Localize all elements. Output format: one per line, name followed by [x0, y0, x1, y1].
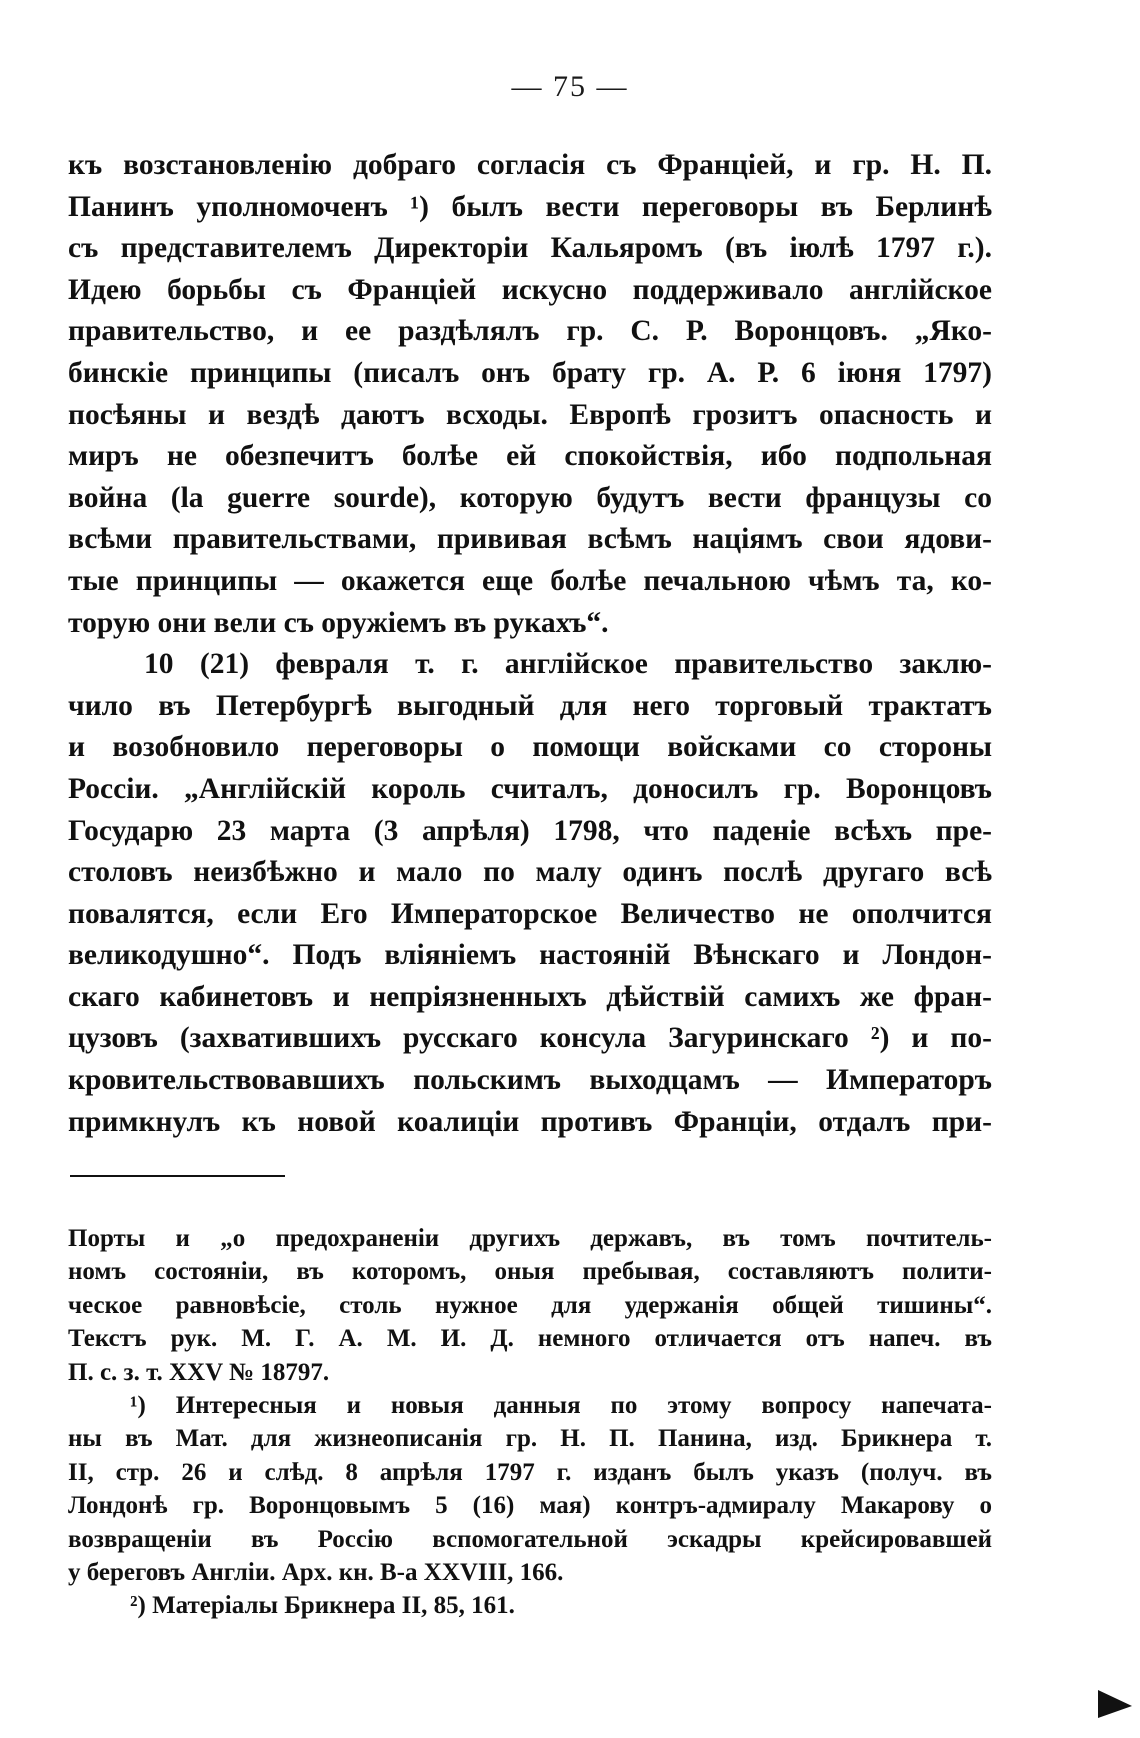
footnote-line: ны въ Мат. для жизнеописанія гр. Н. П. Панина, изд. Брикнера т.: [68, 1425, 992, 1453]
footnote-line: ¹) Интересныя и новыя данныя по этому вопросу напечата-: [130, 1391, 992, 1419]
footnote-line: II, стр. 26 и слѣд. 8 апрѣля 1797 г. изданъ былъ указъ (получ. въ: [68, 1458, 992, 1486]
text-line: правительство, и ее раздѣлялъ гр. С. Р. Воронцовъ. „Яко-: [68, 315, 992, 348]
page-number: — 75 —: [511, 70, 629, 103]
main-text-block: [68, 145, 992, 1143]
footnote-line: П. с. з. т. XXV № 18797.: [68, 1358, 330, 1386]
text-line: скаго кабинетовъ и непріязненныхъ дѣйствій самихъ же фран-: [68, 980, 992, 1013]
footnote-line: возвращеніи въ Россію вспомогательной эскадры крейсировавшей: [68, 1525, 992, 1553]
page-turn-arrow-icon: [1098, 1690, 1132, 1718]
footnote-line: Текстъ рук. М. Г. А. М. И. Д. немного отличается отъ напеч. въ: [68, 1325, 992, 1353]
text-line: посѣяны и вездѣ даютъ всходы. Европѣ грозитъ опасность и: [68, 398, 992, 431]
text-line: съ представителемъ Директоріи Кальяромъ (въ іюлѣ 1797 г.).: [68, 232, 992, 265]
text-line: къ возстановленію добраго согласія съ Франціей, и гр. Н. П.: [68, 149, 992, 181]
text-line: цузовъ (захватившихъ русскаго консула Загуринскаго ²) и по-: [68, 1022, 992, 1055]
footnote-line: у береговъ Англіи. Арх. кн. В-а XXVIII, 166.: [68, 1558, 564, 1586]
text-line: Государю 23 марта (3 апрѣля) 1798, что паденіе всѣхъ пре-: [68, 814, 992, 847]
text-line: торую они вели съ оружіемъ въ рукахъ“.: [68, 606, 609, 639]
text-line: тые принципы — окажется еще болѣе печальною чѣмъ та, ко-: [68, 564, 992, 597]
text-line: повалятся, если Его Императорское Величество не ополчится: [68, 897, 992, 930]
footnote-line: ²) Матеріалы Брикнера II, 85, 161.: [130, 1592, 515, 1620]
text-line: Идею борьбы съ Франціей искусно поддерживало англійское: [68, 273, 992, 306]
text-line: столовъ неизбѣжно и мало по малу одинъ послѣ другаго всѣ: [68, 856, 992, 889]
footnote-line: номъ состояніи, въ которомъ, оныя пребывая, составляютъ полити-: [68, 1258, 992, 1286]
text-line: кровительствовавшихъ польскимъ выходцамъ — Императоръ: [68, 1064, 992, 1097]
text-line: чило въ Петербургѣ выгодный для него торговый трактатъ: [68, 689, 992, 722]
footnotes-block: [68, 1222, 992, 1623]
footnote-divider: [70, 1175, 285, 1177]
footnote-line: Порты и „о предохраненіи другихъ державъ, въ томъ почтитель-: [68, 1225, 992, 1252]
text-line: великодушно“. Подъ вліяніемъ настояній Вѣнскаго и Лондон-: [68, 939, 992, 972]
text-line: война (la guerre sourde), которую будутъ вести французы со: [68, 481, 992, 514]
text-line: примкнулъ къ новой коалиціи противъ Франціи, отдалъ при-: [68, 1105, 992, 1138]
text-line: миръ не обезпечитъ болѣе ей спокойствія, ибо подпольная: [68, 440, 992, 473]
text-line: 10 (21) февраля т. г. англійское правительство заклю-: [144, 648, 992, 681]
text-line: Россіи. „Англійскій король считалъ, доносилъ гр. Воронцовъ: [68, 772, 992, 805]
text-line: Панинъ уполномоченъ ¹) былъ вести переговоры въ Берлинѣ: [68, 190, 992, 223]
footnote-line: ческое равновѣсіе, столь нужное для удержанія общей тишины“.: [68, 1291, 992, 1319]
text-line: всѣми правительствами, прививая всѣмъ націямъ свои ядови-: [68, 523, 992, 556]
footnote-line: Лондонѣ гр. Воронцовымъ 5 (16) мая) контръ-адмиралу Макарову о: [68, 1492, 992, 1520]
text-line: и возобновило переговоры о помощи войсками со стороны: [68, 731, 992, 764]
text-line: бинскіе принципы (писалъ онъ брату гр. А. Р. 6 іюня 1797): [68, 356, 992, 389]
